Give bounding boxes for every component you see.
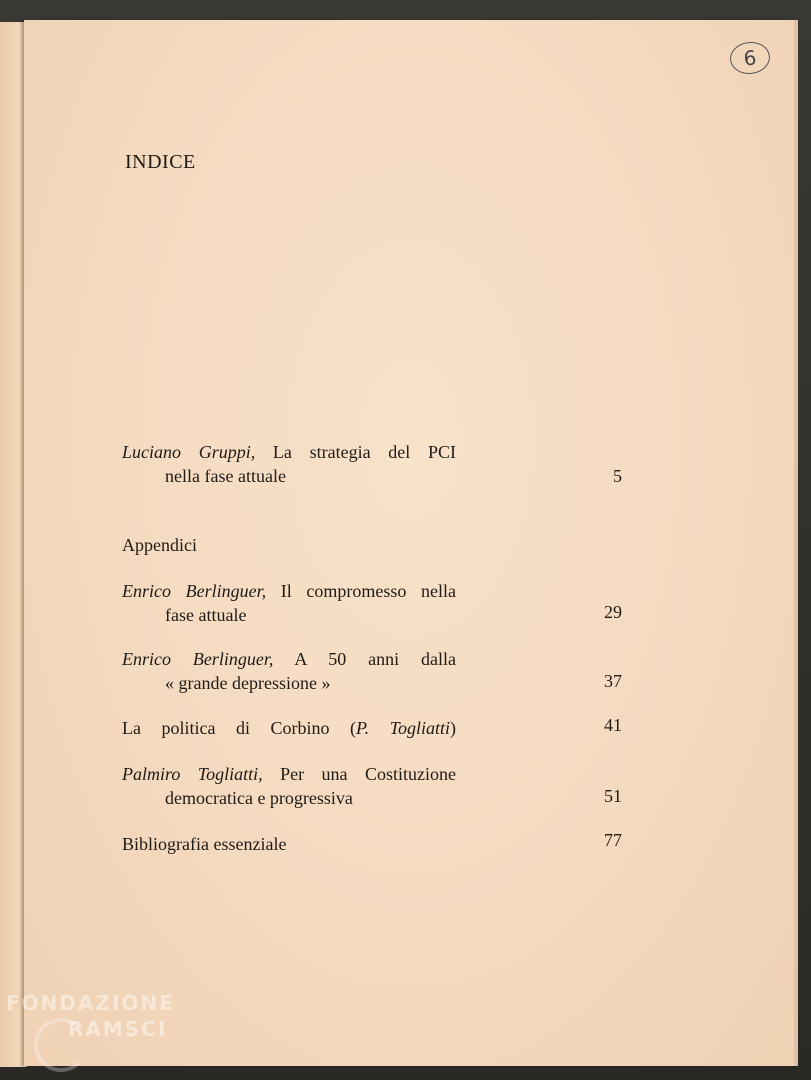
page-edge (794, 20, 798, 1066)
toc-entry-gruppi (122, 440, 622, 488)
toc-author: Enrico Berlinguer, (122, 649, 274, 669)
toc-title-suffix: ) (450, 718, 456, 738)
toc-page-number: 77 (604, 830, 622, 850)
toc-title-continued: democratica e progressiva (165, 788, 353, 808)
toc-entry-bibliografia (122, 832, 622, 856)
watermark-line1: FONDAZIONE (6, 991, 175, 1015)
toc-title: Per una Costituzione (280, 764, 456, 784)
toc-page-number: 51 (604, 786, 622, 806)
toc-title-continued: fase attuale (165, 605, 247, 625)
toc-entry-line1 (122, 716, 456, 740)
appendix-heading: Appendici (122, 535, 197, 555)
toc-author: Palmiro Togliatti, (122, 764, 263, 784)
toc-entry-line1 (122, 579, 456, 603)
toc-entry-line1 (122, 440, 456, 464)
toc-page-number: 37 (604, 671, 622, 691)
toc-title: A 50 anni dalla (294, 649, 456, 669)
toc-entry-togliatti-costituzione (122, 762, 622, 810)
watermark-logo (6, 990, 175, 1042)
toc-title: Bibliografia essenziale (122, 834, 287, 854)
handwritten-page-mark: 6 (728, 40, 771, 76)
toc-page-number: 29 (604, 602, 622, 622)
toc-entry-corbino (122, 716, 622, 740)
toc-author: Enrico Berlinguer, (122, 581, 267, 601)
toc-title-continued: nella fase attuale (165, 466, 286, 486)
toc-title: La politica di Corbino ( (122, 718, 356, 738)
toc-entry-line1 (122, 762, 456, 786)
watermark-line2: RAMSCI (68, 1017, 168, 1041)
page-title: INDICE (125, 151, 196, 173)
toc-entry-berlinguer-compromesso (122, 579, 622, 627)
toc-entry-berlinguer-depressione (122, 647, 622, 695)
toc-page-number: 5 (613, 466, 622, 486)
watermark-g-icon (34, 1018, 88, 1072)
toc-page-number: 41 (604, 715, 622, 735)
toc-author: Luciano Gruppi, (122, 442, 256, 462)
toc-author: P. Togliatti (355, 718, 450, 738)
toc-title-continued: « grande depressione » (165, 673, 331, 693)
toc-title: Il compromesso nella (280, 581, 456, 601)
toc-entry-line1 (122, 647, 456, 671)
toc-title: La strategia del PCI (272, 442, 456, 462)
book-page (24, 20, 798, 1066)
left-page-edge (0, 22, 27, 1067)
